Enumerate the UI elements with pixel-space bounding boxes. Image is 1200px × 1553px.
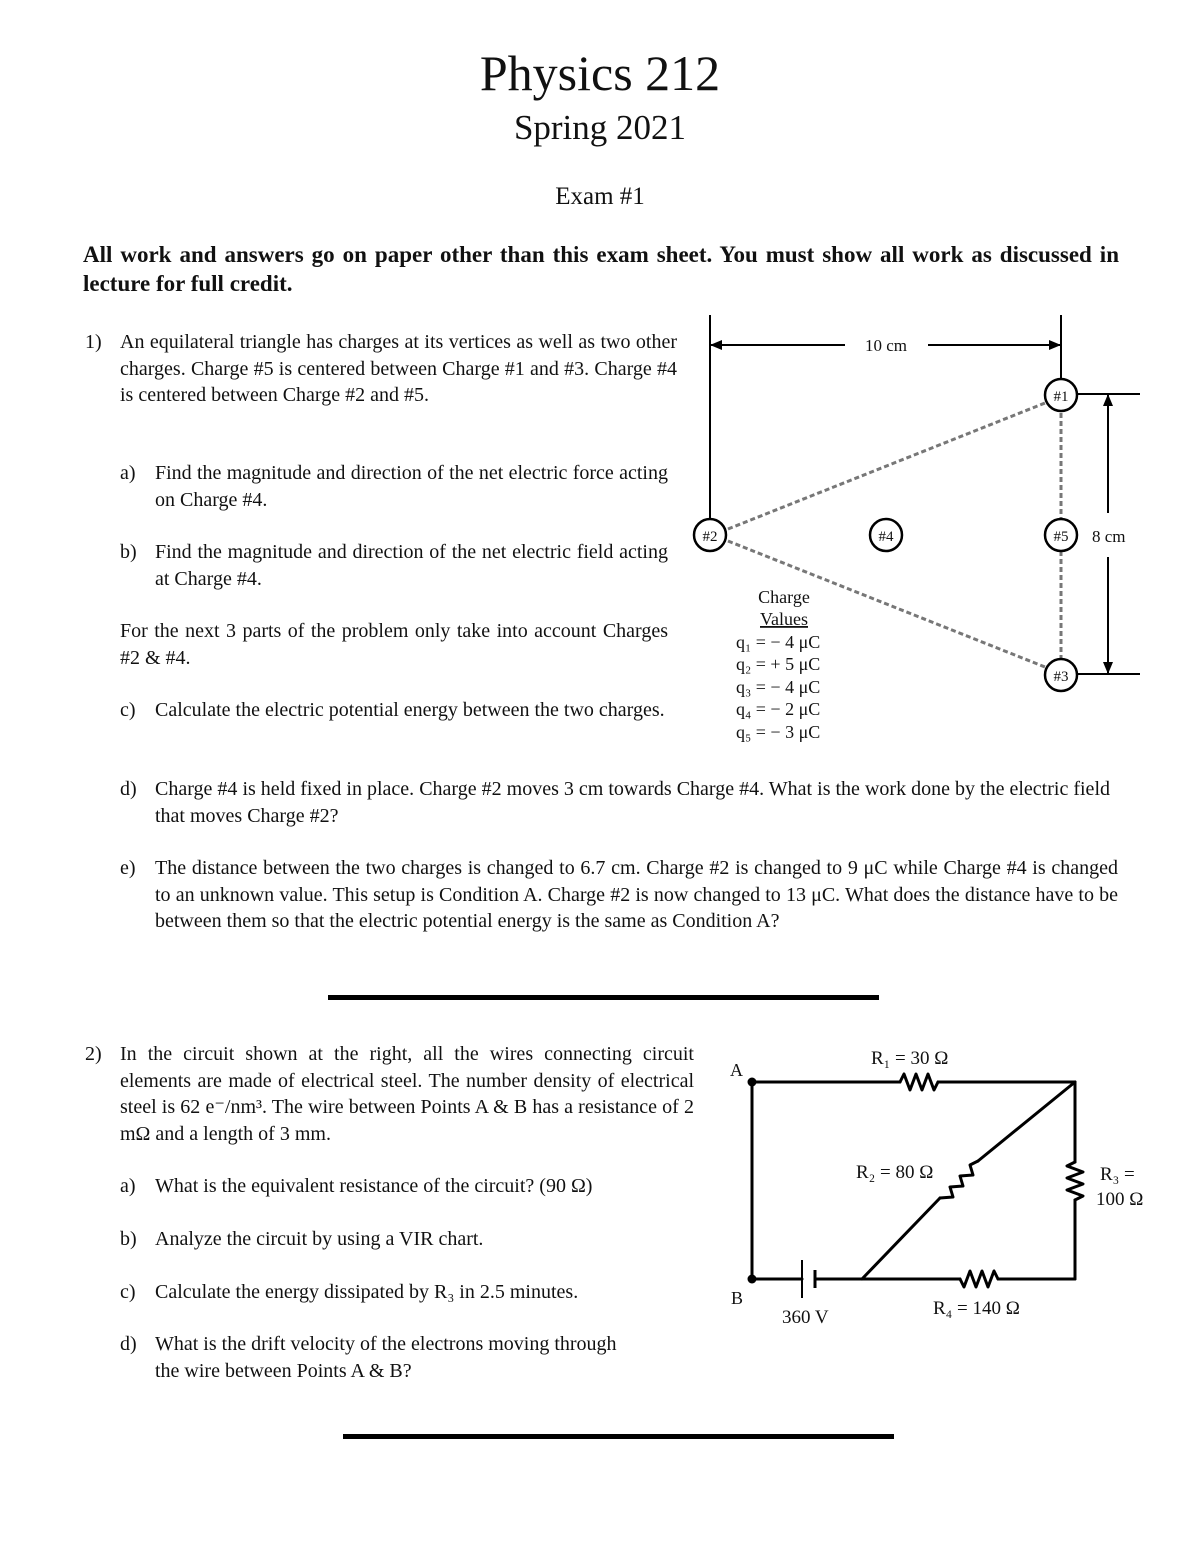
q2a-label: a): [120, 1175, 136, 1197]
r1-label: R₁ = 30 Ω: [871, 1048, 949, 1069]
q2b-label: b): [120, 1228, 137, 1250]
q2-number: 2): [85, 1043, 102, 1065]
q1d-text: Charge #4 is held fixed in place. Charge #2 moves 3 cm towards Charge #4. What is the work done by the electric field that moves Charge #2?: [155, 778, 1110, 827]
q2d-text: What is the drift velocity of the electrons moving through the wire between Points A & B?: [155, 1333, 617, 1382]
instructions: All work and answers go on paper other than this exam sheet. You must show all work as discussed in lecture for full credit.: [83, 242, 1119, 296]
charge-1-label: #1: [1053, 389, 1069, 405]
charge-5: [1045, 519, 1077, 551]
section-divider-2: [343, 1434, 894, 1439]
charge-diagram: [680, 305, 1150, 755]
q2b-text: Analyze the circuit by using a VIR chart.: [155, 1228, 484, 1250]
circuit-diagram: [720, 1040, 1160, 1340]
q1d-label: d): [120, 778, 137, 800]
resistor-r4: [960, 1271, 998, 1287]
q2c-label: c): [120, 1281, 136, 1303]
section-divider-1: [328, 995, 879, 1000]
height-label: 8 cm: [1092, 527, 1126, 546]
resistor-r2: [940, 1161, 978, 1198]
q2c-text: Calculate the energy dissipated by R₃ in 2.5 minutes.: [155, 1281, 579, 1303]
values-subtitle: Values: [760, 609, 808, 629]
value-q4: q₄ = − 2 μC: [736, 699, 821, 719]
point-a-label: A: [730, 1060, 743, 1080]
point-a-dot: [748, 1078, 757, 1087]
q1-number: 1): [85, 331, 102, 353]
battery-label: 360 V: [782, 1307, 829, 1328]
charge-1: [1045, 379, 1077, 411]
diagonal-wire-top: [978, 1082, 1075, 1161]
course-title: Physics 212: [479, 45, 721, 101]
r4-label: R₄ = 140 Ω: [933, 1298, 1020, 1319]
diagonal-wire-bottom: [862, 1198, 940, 1279]
resistor-r3: [1067, 1162, 1083, 1200]
charge-3: [1045, 659, 1077, 691]
q1c-label: c): [120, 699, 136, 721]
charge-4-label: #4: [878, 529, 894, 545]
exam-title: Exam #1: [555, 183, 645, 210]
side-2-1: [728, 403, 1045, 529]
value-q1: q₁ = − 4 μC: [736, 632, 821, 652]
width-label: 10 cm: [864, 336, 908, 355]
term-subtitle: Spring 2021: [513, 108, 687, 147]
charge-3-label: #3: [1053, 669, 1069, 685]
point-b-label: B: [731, 1288, 744, 1308]
values-title: Charge: [758, 587, 810, 607]
charge-2: [694, 519, 726, 551]
value-q3: q₃ = − 4 μC: [736, 677, 821, 697]
q1e-text: The distance between the two charges is changed to 6.7 cm. Charge #2 is changed to 9 μC while Charge #4 is changed to an unknown value. This setup is Condition A. Charge #2 is now changed to 13 μC. What does the distance have to be between them so that the electric potential energy is the same as Condition A?: [155, 857, 1118, 932]
q1e-label: e): [120, 857, 136, 879]
charge-4: [870, 519, 902, 551]
q1b-text: Find the magnitude and direction of the net electric field acting at Charge #4.: [155, 541, 668, 590]
q1a-text: Find the magnitude and direction of the net electric force acting on Charge #4.: [155, 462, 668, 511]
value-q2: q₂ = + 5 μC: [736, 654, 821, 674]
q1-text: An equilateral triangle has charges at its vertices as well as two other charges. Charge #5 is centered between Charge #1 and #3. Charge #4 is centered between Charge #2 and #5.: [120, 331, 677, 406]
charge-2-label: #2: [702, 529, 718, 545]
r3-label-line1: R₃ =: [1100, 1164, 1135, 1185]
resistor-r1: [900, 1074, 938, 1090]
q1c-text: Calculate the electric potential energy between the two charges.: [155, 699, 665, 721]
value-q5: q₅ = − 3 μC: [736, 722, 821, 742]
q1a-label: a): [120, 462, 136, 484]
point-b-dot: [748, 1275, 757, 1284]
q2-text: In the circuit shown at the right, all the wires connecting circuit elements are made of electrical steel. The number density of electrical steel is 62 e⁻/nm³. The wire between Points A & B has a resistance of 2 mΩ and a length of 3 mm.: [120, 1043, 694, 1145]
q2a-text: What is the equivalent resistance of the circuit? (90 Ω): [155, 1175, 593, 1197]
q2d-label: d): [120, 1333, 137, 1355]
r3-label-line2: 100 Ω: [1096, 1189, 1144, 1210]
charge-5-label: #5: [1053, 529, 1069, 545]
q1b-label: b): [120, 541, 137, 563]
q1-note: For the next 3 parts of the problem only take into account Charges #2 & #4.: [120, 620, 668, 669]
r2-label: R₂ = 80 Ω: [856, 1162, 934, 1183]
